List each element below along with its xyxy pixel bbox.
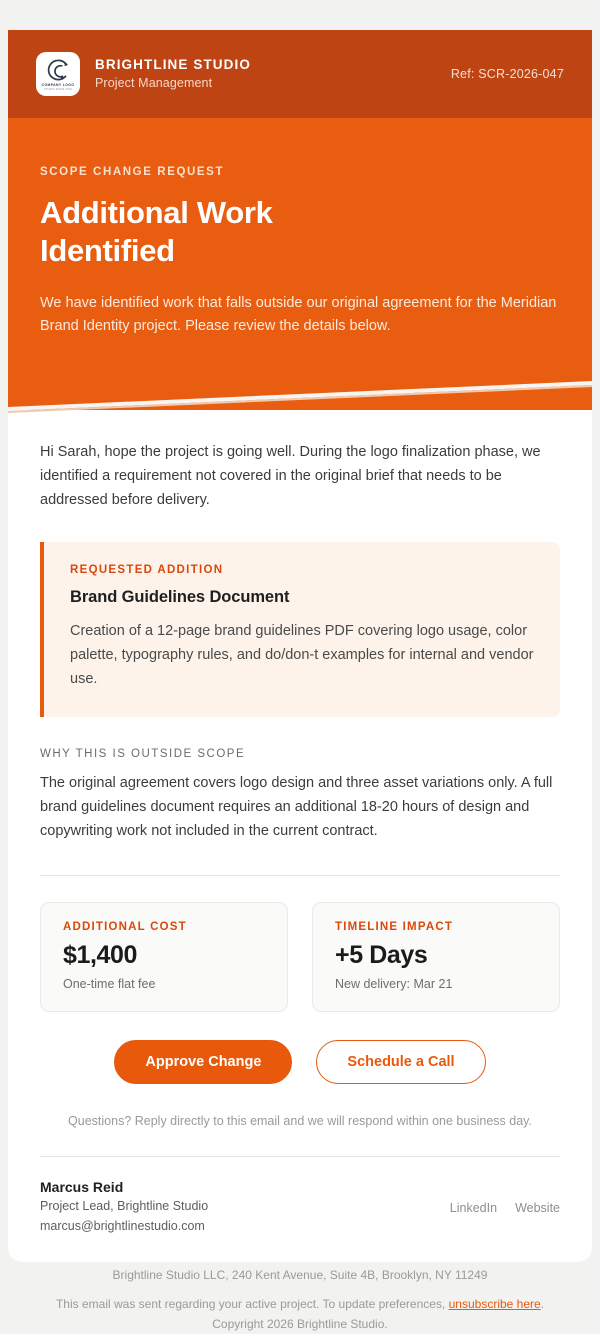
footer-legal-suffix: . [540, 1297, 545, 1312]
logo-caption-primary: COMPANY LOGO [41, 83, 75, 88]
help-note: Questions? Reply directly to this email and we will respond within one business day. [68, 1113, 532, 1128]
callout-description: Creation of a 12-page brand guidelines PDF covering logo usage, color palette, typography rules, and do/don-t examples for internal and vendor use. [70, 622, 534, 687]
logo-caption-secondary: STUDIO SINCE 2016 [43, 87, 73, 91]
why-section-body: The original agreement covers logo design and three asset variations only. A full brand guidelines document requires an additional 18-20 hours of design and copywriting work not included in the current contract. [40, 774, 553, 839]
brand-header [8, 30, 592, 118]
signature-name: Marcus Reid [40, 1178, 124, 1195]
section-divider [40, 875, 560, 876]
brand-tagline: Project Management [95, 75, 213, 90]
approve-change-button[interactable]: Approve Change [114, 1040, 292, 1084]
reference-number: Ref: SCR-2026-047 [450, 67, 564, 81]
stat-note: New delivery: Mar 21 [335, 976, 453, 991]
page-title: Additional Work Identified [40, 195, 273, 269]
hero-description: We have identified work that falls outside our original agreement for the Meridian Brand Identity project. Please review the details below. [40, 294, 557, 335]
why-section-eyebrow: WHY THIS IS OUTSIDE SCOPE [40, 747, 246, 760]
brand-text-group [95, 57, 251, 92]
footer-legal [40, 1295, 560, 1333]
signature-block [40, 1179, 560, 1236]
signature-divider [40, 1156, 560, 1157]
email-footer [8, 1266, 592, 1334]
requested-addition-callout [40, 542, 560, 717]
logo-monogram-icon [45, 59, 71, 83]
body-section [8, 441, 592, 1236]
stat-card-timeline [312, 902, 560, 1012]
action-button-row [40, 1040, 560, 1084]
schedule-call-button[interactable]: Schedule a Call [316, 1040, 485, 1084]
hero-section [8, 118, 592, 410]
hero-wedge-divider [8, 369, 592, 411]
footer-address: Brightline Studio LLC, 240 Kent Avenue, Suite 4B, Brooklyn, NY 11249 [112, 1267, 488, 1282]
hero-eyebrow: SCOPE CHANGE REQUEST [40, 166, 225, 178]
company-logo [36, 52, 80, 96]
stats-row [40, 902, 560, 1012]
footer-copyright: Copyright 2026 Brightline Studio. [212, 1316, 388, 1331]
callout-title: Brand Guidelines Document [70, 587, 290, 606]
footer-legal-prefix: This email was sent regarding your active project. To update preferences, [55, 1297, 449, 1312]
stat-note: One-time flat fee [63, 976, 156, 991]
linkedin-link[interactable]: LinkedIn [449, 1200, 498, 1215]
stat-value: $1,400 [63, 940, 138, 969]
signature-details [40, 1179, 208, 1236]
stat-label: ADDITIONAL COST [63, 920, 187, 933]
signature-role: Project Lead, Brightline Studio [40, 1198, 209, 1213]
stat-label: TIMELINE IMPACT [335, 920, 454, 933]
stat-value: +5 Days [335, 940, 428, 969]
stat-card-cost [40, 902, 288, 1012]
email-card [8, 30, 592, 1331]
intro-paragraph: Hi Sarah, hope the project is going well. During the logo finalization phase, we identified a requirement not covered in the original brief that needs to be addressed before delivery. [40, 444, 541, 508]
callout-eyebrow: REQUESTED ADDITION [70, 563, 224, 576]
website-link[interactable]: Website [515, 1200, 560, 1215]
brand-identity-group [36, 52, 251, 96]
brand-name: BRIGHTLINE STUDIO [95, 56, 251, 72]
unsubscribe-link[interactable]: unsubscribe here [448, 1297, 541, 1312]
signature-links [450, 1201, 560, 1215]
signature-email: marcus@brightlinestudio.com [40, 1219, 205, 1234]
